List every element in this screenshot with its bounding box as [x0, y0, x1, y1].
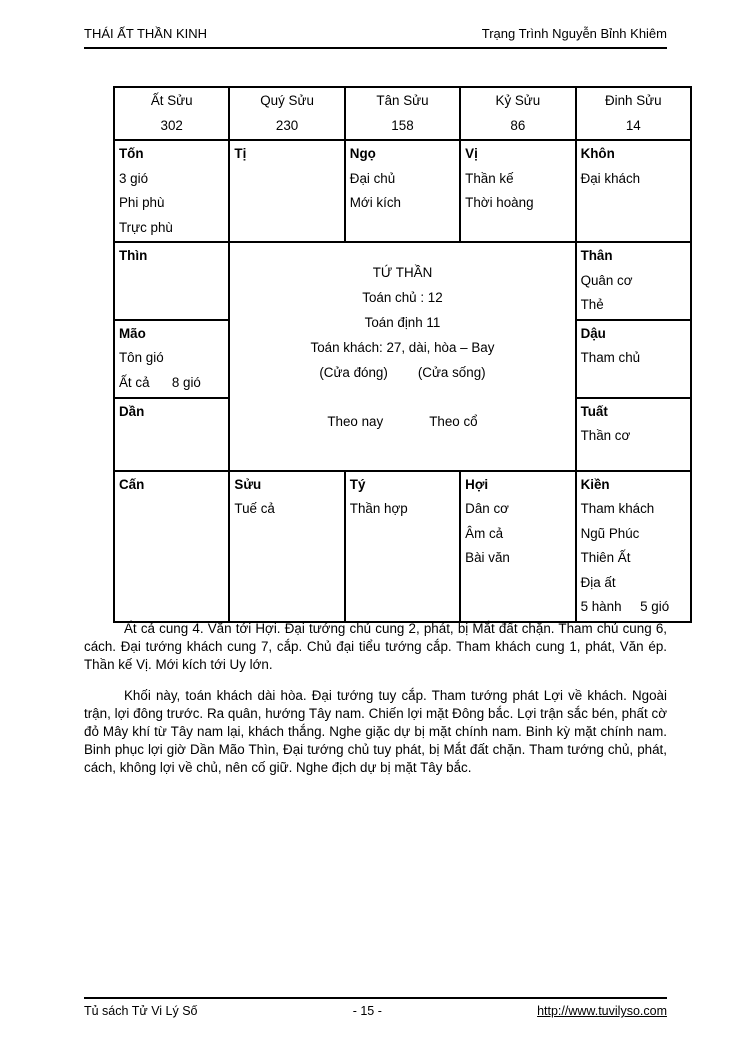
cell-line: 3 gió	[119, 170, 149, 186]
year-cell-at-suu	[114, 87, 229, 140]
cell-label: Sửu	[234, 476, 262, 492]
doors-line	[234, 360, 570, 385]
toan-dinh-line: Toán định 11	[364, 315, 441, 330]
cell-than	[576, 242, 691, 320]
cell-line: Tuế cả	[234, 501, 275, 516]
cell-line: Ngũ Phúc	[580, 525, 640, 541]
cell-mao	[114, 320, 229, 398]
cell-label: Tý	[349, 476, 366, 492]
footer-series-title: Tủ sách Tử Vi Lý Số	[84, 1004, 198, 1018]
year-value: 14	[625, 117, 641, 133]
year-row	[114, 87, 691, 140]
year-name: Kỷ Sửu	[495, 93, 541, 108]
book-title: THÁI ẤT THẦN KINH	[84, 26, 208, 41]
door-open: (Cửa sống)	[417, 365, 486, 380]
cell-thin	[114, 242, 229, 320]
cell-line: Trực phù	[119, 219, 173, 235]
toan-khach-line: Toán khách: 27, dài, hòa – Bay	[310, 340, 495, 355]
cell-label: Thân	[580, 248, 613, 263]
branch-row-top	[114, 140, 691, 242]
cell-line: Dân cơ	[465, 501, 509, 516]
footer-link[interactable]: http://www.tuvilyso.com	[537, 1004, 667, 1018]
cell-line: Bài văn	[465, 550, 510, 565]
cell-line: Địa ất	[580, 574, 616, 590]
cell-dan	[114, 398, 229, 471]
year-name: Đinh Sửu	[604, 93, 662, 108]
theo-nay: Theo nay	[327, 414, 384, 429]
page-header	[84, 26, 667, 49]
cell-khon	[576, 140, 691, 242]
cell-label: Thìn	[119, 248, 148, 263]
cell-line: Đại khách	[580, 170, 641, 186]
cell-kien	[576, 471, 691, 622]
cell-line: Thần kế	[465, 170, 514, 186]
cell-label: Kiền	[580, 476, 610, 492]
theo-co: Theo cổ	[429, 414, 478, 429]
year-cell-quy-suu	[229, 87, 344, 140]
year-name: Ất Sửu	[150, 93, 193, 108]
center-cell	[229, 242, 575, 471]
cell-ngo	[345, 140, 460, 242]
middle-row-1	[114, 242, 691, 320]
body-paragraph-1: Ất cả cung 4. Văn tới Hợi. Đại tướng chủ cung 2, phát, bị Mắt đất chặn. Tham chủ cung 6, cách. Đại tướng khách cung 7, cắp. Chủ đại tiểu tướng cắp. Tham khách cung 1, phát, Văn ép. Thần kế Vị. Mới kích tới Uy lớn.	[84, 621, 667, 673]
cell-line: Thần hợp	[349, 501, 408, 516]
cell-label: Vị	[465, 146, 478, 161]
branch-row-bottom	[114, 471, 691, 622]
cell-line: Ất cả 8 gió	[119, 374, 201, 390]
cell-line: Đại chủ	[349, 170, 396, 186]
cell-line: 5 hành 5 gió	[580, 599, 670, 614]
cell-ti	[229, 140, 344, 242]
year-value: 302	[160, 117, 183, 133]
door-closed: (Cửa đóng)	[319, 365, 388, 380]
year-cell-dinh-suu	[576, 87, 691, 140]
cell-label: Khôn	[580, 146, 615, 161]
cell-label: Ngọ	[349, 146, 376, 161]
cell-label: Tuất	[580, 403, 608, 419]
body-paragraph-2: Khối này, toán khách dài hòa. Đại tướng tuy cắp. Tham tướng phát Lợi về khách. Ngoài trận, lợi đông trước. Ra quân, hướng Tây nam. Chiến lợi mặt Đông bắc. Lợi trận sắc bén, phất cờ đỏ Mây khí từ Tây nam lại, khách thắng. Nghe giặc dự bị mặt chính nam. Binh kỳ mặt chính nam. Binh phục lợi giờ Dần Mão Thìn, Đại tướng chủ tuy phát, bị Mắt đất chặn. Tham tướng chủ, phát, cách, không lợi về chủ, nên cố giữ. Nghe địch dự bị mặt Tây bắc.	[84, 687, 667, 776]
year-value: 158	[391, 117, 414, 133]
year-name: Tân Sửu	[376, 93, 429, 108]
cell-suu	[229, 471, 344, 622]
year-value: 86	[510, 117, 526, 133]
cell-dau	[576, 320, 691, 398]
cell-line: Mới kích	[349, 195, 401, 210]
theo-line	[234, 409, 570, 434]
cell-label: Dậu	[580, 325, 606, 341]
year-cell-ky-suu	[460, 87, 575, 140]
cell-line: Thần cơ	[580, 428, 631, 443]
cell-can	[114, 471, 229, 622]
cell-line: Thẻ	[580, 297, 604, 312]
cell-ty	[345, 471, 460, 622]
cell-label: Dần	[119, 403, 145, 419]
cell-tuat	[576, 398, 691, 471]
year-name: Quý Sửu	[260, 93, 314, 108]
cell-line: Phi phù	[119, 195, 165, 210]
year-value: 230	[275, 117, 299, 133]
cell-line: Quân cơ	[580, 272, 633, 288]
cell-ton	[114, 140, 229, 242]
cell-vi	[460, 140, 575, 242]
divination-grid	[113, 86, 692, 623]
cell-line: Tham chủ	[580, 350, 641, 365]
cell-line: Thiên Ất	[580, 550, 631, 565]
body-text	[84, 620, 667, 778]
year-cell-tan-suu	[345, 87, 460, 140]
cell-line: Âm cả	[465, 525, 504, 541]
cell-line: Tôn gió	[119, 350, 164, 365]
page-footer	[84, 997, 667, 1018]
cell-label: Mão	[119, 325, 146, 341]
cell-label: Tị	[234, 146, 247, 161]
author-name: Trạng Trình Nguyễn Bỉnh Khiêm	[481, 26, 667, 41]
cell-label: Tốn	[119, 146, 144, 161]
cell-hoi	[460, 471, 575, 622]
cell-label: Hợi	[465, 476, 489, 492]
footer-page-number: - 15 -	[352, 1004, 382, 1018]
cell-line: Thời hoàng	[465, 195, 534, 210]
cell-label: Cấn	[119, 476, 145, 492]
toan-chu-line: Toán chủ : 12	[362, 290, 443, 305]
center-title: TỨ THẦN	[372, 265, 433, 280]
cell-line: Tham khách	[580, 501, 655, 516]
